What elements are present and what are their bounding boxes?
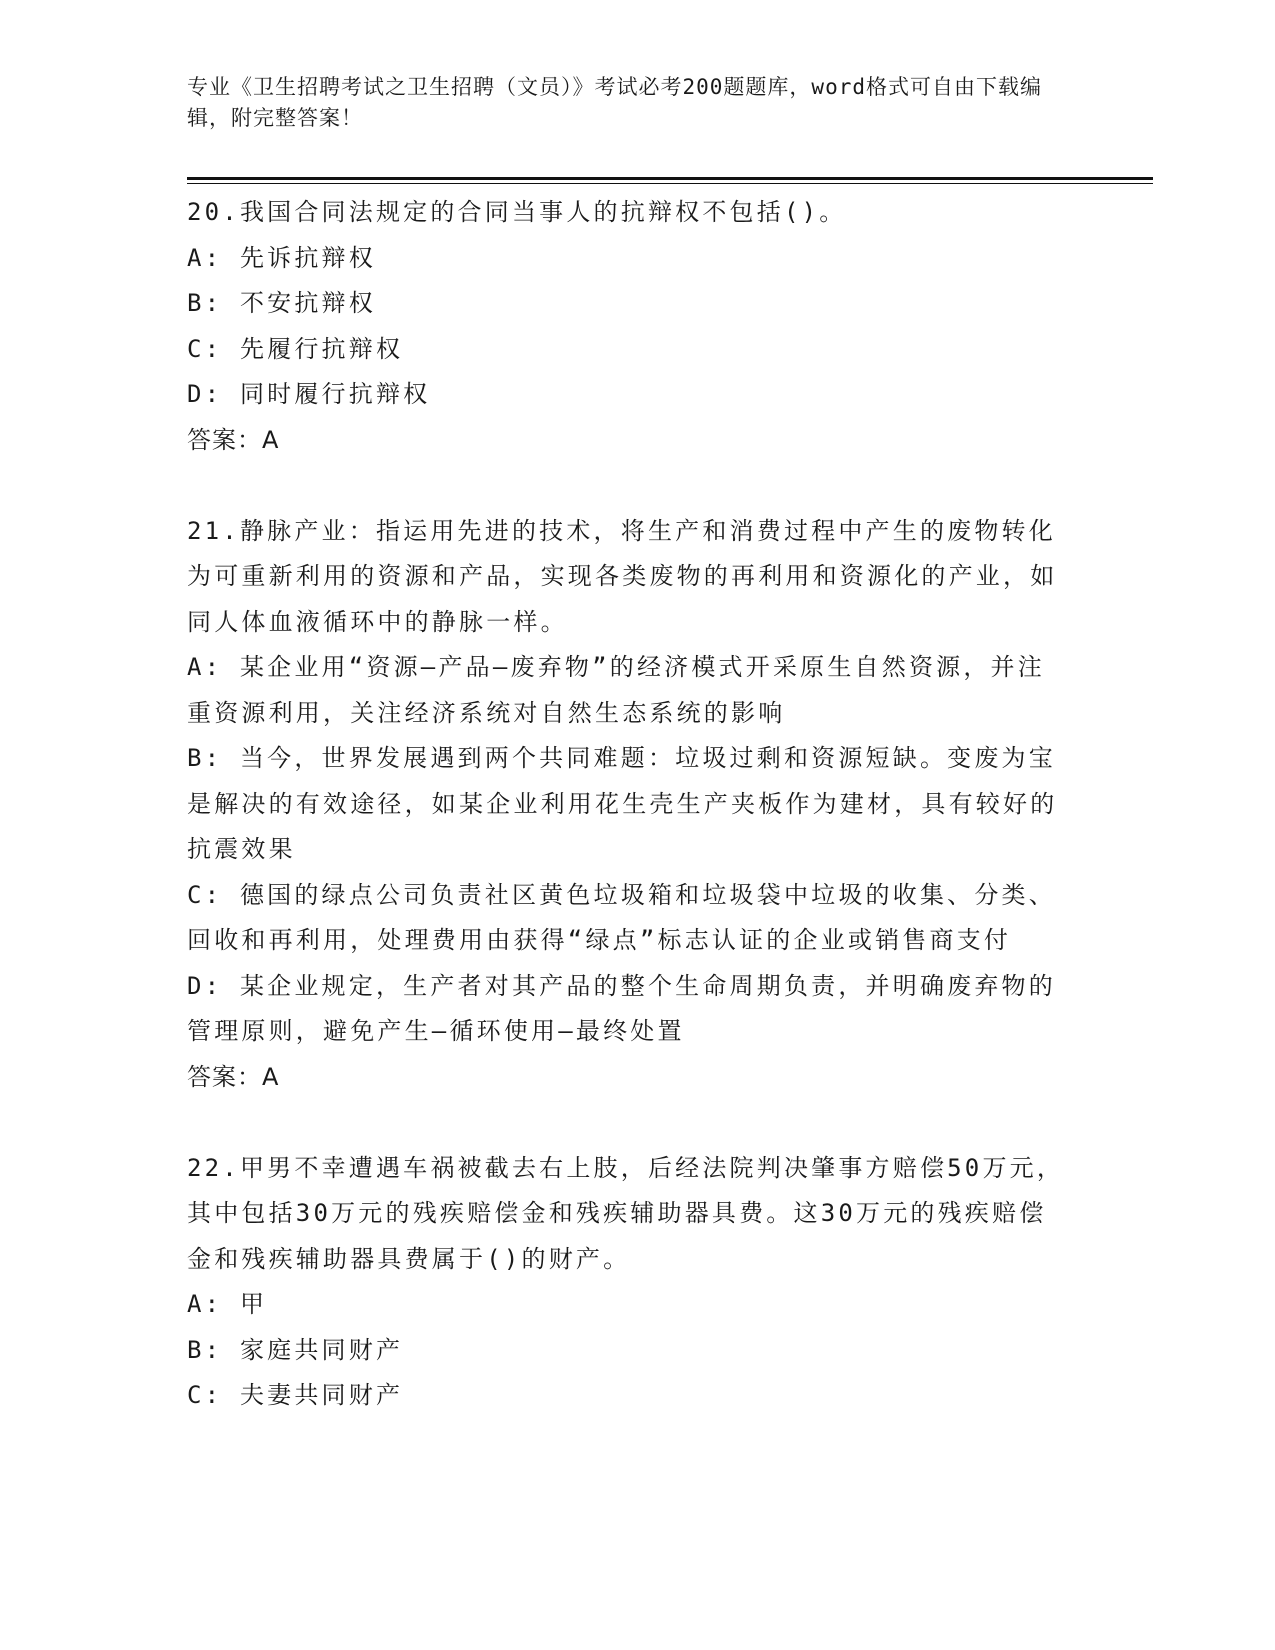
option-a: A: 某企业用“资源—产品—废弃物”的经济模式开采原生自然资源，并注重资源利用，关注经济系统对自然生态系统的影响 [187,653,1045,727]
question-stem: 20.我国合同法规定的合同当事人的抗辩权不包括()。 [187,198,847,226]
option-c: C: 先履行抗辩权 [187,334,404,363]
question-stem: 21.静脉产业：指运用先进的技术，将生产和消费过程中产生的废物转化为可重新利用的资源和产品，实现各类废物的再利用和资源化的产业，如同人体血液循环中的静脉一样。 [187,516,1058,636]
option-b: B: 家庭共同财产 [187,1335,404,1364]
option-b: B: 不安抗辩权 [187,289,376,317]
option-c: C: 夫妻共同财产 [187,1381,404,1409]
option-c: C: 德国的绿点公司负责社区黄色垃圾箱和垃圾袋中垃圾的收集、分类、回收和再利用，处理费用由获得“绿点”标志认证的企业或销售商支付 [187,880,1056,954]
header-divider-thin [187,183,1153,184]
question-22 [187,1146,1067,1419]
option-b: B: 当今，世界发展遇到两个共同难题：垃圾过剩和资源短缺。变废为宝是解决的有效途径，如某企业利用花生壳生产夹板作为建材，具有较好的抗震效果 [187,744,1058,863]
option-a: A: 甲 [187,1290,268,1318]
question-list [187,190,1067,1464]
question-20 [187,190,1067,463]
header-divider-thick [187,177,1153,180]
answer-line: 答案：A [187,1062,280,1091]
question-21 [187,509,1067,1101]
option-d: D: 同时履行抗辩权 [187,380,431,408]
answer-line: 答案：A [187,425,280,454]
document-header: 专业《卫生招聘考试之卫生招聘（文员）》考试必考200题题库，word格式可自由下载编辑，附完整答案！ [187,75,1042,130]
question-stem: 22.甲男不幸遭遇车祸被截去右上肢，后经法院判决肇事方赔偿50万元，其中包括30万元的残疾赔偿金和残疾辅助器具费。这30万元的残疾赔偿金和残疾辅助器具费属于()的财产。 [187,1153,1065,1273]
option-d: D: 某企业规定，生产者对其产品的整个生命周期负责，并明确废弃物的管理原则，避免产生—循环使用—最终处置 [187,971,1056,1045]
option-a: A: 先诉抗辩权 [187,243,376,272]
